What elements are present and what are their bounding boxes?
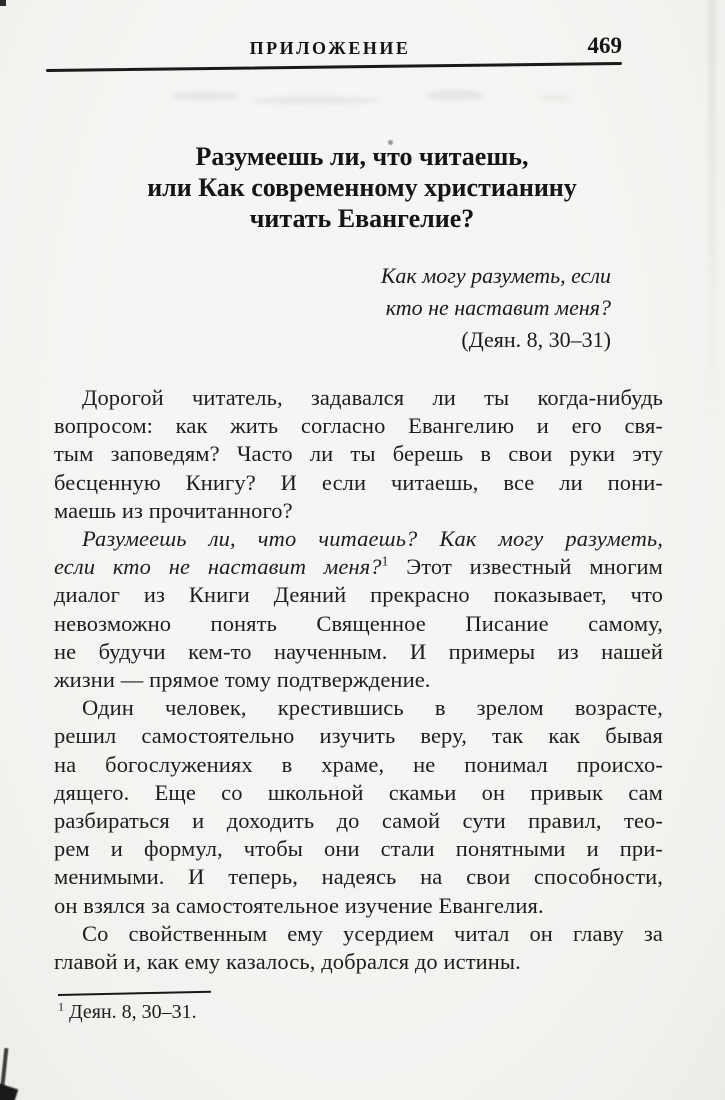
body-text-segment: Один человек, крестившись в зрелом возрасте,: [82, 695, 663, 721]
body-line: [54, 779, 663, 807]
body-text-segment: Разумеешь ли, что читаешь? Как могу разуметь,: [82, 526, 663, 552]
body-line: [54, 497, 663, 525]
body-text-segment: на богослужениях в храме, не понимал происхо-: [54, 751, 663, 777]
body-line: [54, 807, 663, 835]
body-line: [54, 666, 663, 694]
epigraph-line: Как могу разуметь, если: [380, 263, 611, 288]
body-text-segment: он взялся за самостоятельное изучение Евангелия.: [54, 892, 544, 918]
body-text-segment: диалог из Книги Деяний прекрасно показывает, что: [54, 582, 663, 608]
body-text-segment: менимыми. И теперь, надеясь на свои способности,: [54, 864, 663, 890]
footnote-marker: 1: [58, 999, 64, 1014]
body-text-segment: Дорогой читатель, задавался ли ты когда-нибудь: [82, 385, 663, 410]
body-line: [54, 751, 663, 779]
body-line: [54, 892, 663, 920]
body-text-segment: Этот известный многим: [388, 554, 663, 580]
body-line: [54, 469, 663, 497]
body-text-segment: невозможно понять Священное Писание самому,: [54, 610, 663, 636]
body-text-segment: разбираться и доходить до самой сути правил, тео-: [54, 808, 663, 834]
scan-smudge: [540, 95, 570, 101]
body-line: [54, 694, 663, 722]
body-text-segment: вопросом: как жить согласно Евангелию и его свя-: [54, 413, 663, 439]
body-line: [54, 525, 663, 553]
body-line: [54, 553, 663, 581]
body-line: [54, 948, 663, 976]
body-text-segment: Со свойственным ему усердием читал он главу за: [82, 920, 663, 946]
body-text-segment: бесценную Книгу? И если читаешь, все ли пони-: [54, 469, 663, 495]
scan-artifact-top-left: [0, 0, 6, 6]
article-title: [32, 141, 692, 234]
scan-smudge: [170, 92, 240, 100]
scan-smudge: [250, 96, 380, 105]
scan-edge-streak: [709, 0, 715, 430]
epigraph-line: (Деян. 8, 30–31): [461, 327, 611, 352]
body-text-segment: рем и формул, чтобы они стали понятными и при-: [54, 836, 663, 862]
body-text-segment: не будучи кем-то наученным. И примеры из нашей: [54, 638, 663, 664]
body-line: [54, 440, 663, 468]
scan-smudge: [425, 90, 485, 100]
body-line: [54, 581, 663, 609]
body-line: [54, 638, 663, 666]
body-line: [54, 863, 663, 891]
header-rule: [46, 62, 622, 72]
body-text: [54, 384, 663, 976]
body-text-segment: тым заповедям? Часто ли ты берешь в свои руки эту: [54, 441, 663, 467]
title-line: Разумеешь ли, что читаешь,: [195, 142, 529, 171]
title-line: читать Евангелие?: [249, 204, 475, 233]
body-line: [54, 835, 663, 863]
body-line: [54, 412, 663, 440]
footnote-text: Деян. 8, 30–31.: [64, 1001, 197, 1023]
body-text-segment: главой и, как ему казалось, добрался до истины.: [54, 949, 521, 975]
body-text-segment: маешь из прочитанного?: [54, 497, 293, 523]
footnote-separator: [58, 991, 211, 996]
body-text-segment: жизни — прямое тому подтверждение.: [54, 667, 431, 693]
epigraph-line: кто не наставит меня?: [385, 295, 611, 320]
body-text-segment: если кто не наставит меня?: [54, 554, 382, 580]
body-line: [54, 722, 663, 750]
body-line: [54, 920, 663, 948]
running-title: ПРИЛОЖЕНИЕ: [249, 38, 411, 58]
scan-artifact-corner: [0, 1083, 18, 1100]
body-line: [54, 610, 663, 638]
page-number: 469: [587, 33, 622, 58]
footnote-ref: 1: [381, 553, 389, 569]
footnote: [58, 1001, 658, 1024]
body-text-segment: решил самостоятельно изучить веру, так как бывая: [54, 723, 663, 749]
body-text-segment: дящего. Еще со школьной скамьи он привык сам: [54, 779, 663, 805]
body-line: [54, 384, 663, 412]
epigraph: [381, 260, 611, 356]
title-line: или Как современному христианину: [147, 173, 577, 202]
